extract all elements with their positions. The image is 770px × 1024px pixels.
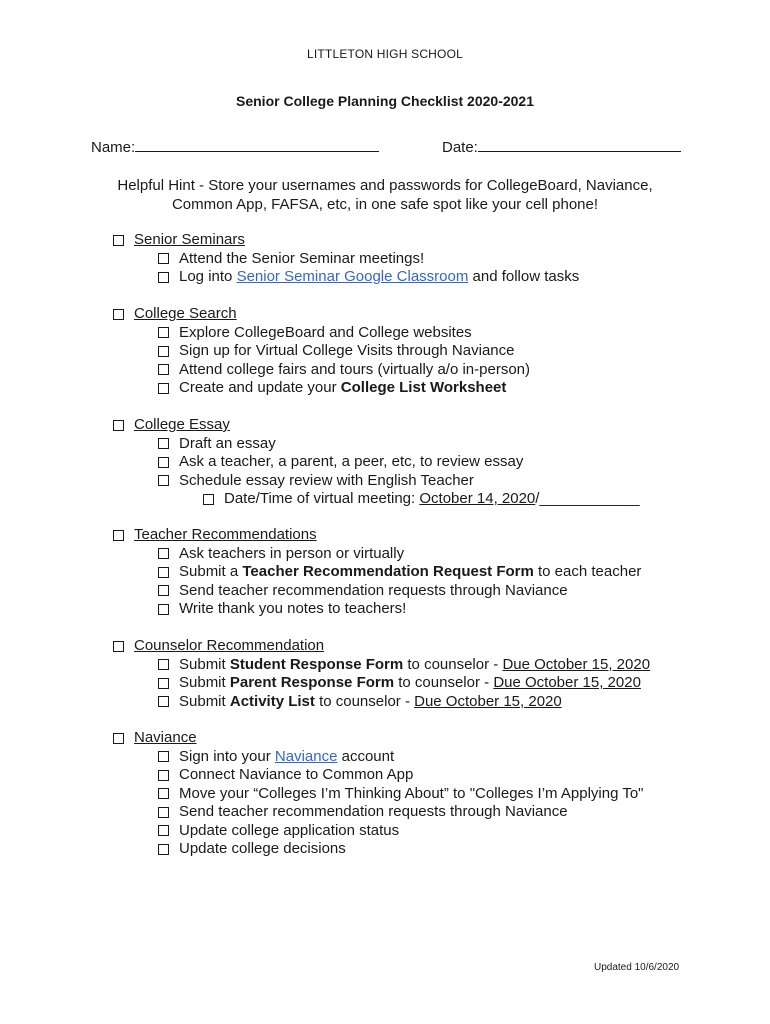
checkbox-icon[interactable] (158, 788, 169, 799)
checkbox-icon[interactable] (113, 733, 124, 744)
date-blank-line[interactable] (478, 137, 681, 152)
due-date: Due October 15, 2020 (493, 674, 641, 691)
checkbox-icon[interactable] (158, 770, 169, 781)
checklist-item: Send teacher recommendation requests through Naviance (179, 803, 568, 820)
checkbox-icon[interactable] (158, 825, 169, 836)
naviance-link[interactable]: Naviance (274, 747, 338, 765)
checkbox-icon[interactable] (113, 641, 124, 652)
checkbox-icon[interactable] (158, 438, 169, 449)
checkbox-icon[interactable] (113, 309, 124, 320)
checklist-item (179, 563, 641, 582)
updated-date: Updated 10/6/2020 (594, 962, 680, 973)
section-title: Senior Seminars (134, 231, 245, 248)
item-text: to counselor - (407, 655, 499, 673)
checkbox-icon[interactable] (158, 678, 169, 689)
item-text: Log into (179, 268, 233, 285)
item-text: to counselor - (319, 692, 410, 710)
checkbox-icon[interactable] (158, 327, 169, 338)
checkbox-icon[interactable] (158, 807, 169, 818)
item-text: to each teacher (538, 563, 642, 580)
checkbox-icon[interactable] (158, 604, 169, 615)
checkbox-icon[interactable] (158, 475, 169, 486)
checklist-item: Attend college fairs and tours (virtually a/o in-person) (179, 360, 531, 378)
section-college-search (113, 305, 530, 398)
item-bold-text: Parent Response Form (229, 674, 395, 691)
page-title: Senior College Planning Checklist 2020-2021 (236, 93, 534, 109)
checklist-item: Explore CollegeBoard and College websites (179, 323, 472, 341)
meeting-time-blank[interactable]: /____________ (535, 490, 640, 507)
checkbox-icon[interactable] (158, 567, 169, 578)
checklist-item: Attend the Senior Seminar meetings! (179, 249, 425, 267)
item-text: Submit (179, 692, 226, 710)
checkbox-icon[interactable] (158, 696, 169, 707)
item-text: Sign into your (179, 747, 271, 765)
checkbox-icon[interactable] (158, 659, 169, 670)
checkbox-icon[interactable] (158, 585, 169, 596)
item-text: Submit (179, 674, 226, 691)
checklist-item: Schedule essay review with English Teacher (179, 471, 474, 489)
item-bold-text: Student Response Form (229, 655, 404, 673)
due-date: Due October 15, 2020 (502, 655, 651, 673)
checkbox-icon[interactable] (203, 494, 214, 505)
checkbox-icon[interactable] (158, 548, 169, 559)
item-text: Create and update your (179, 379, 337, 396)
item-text: Submit a (179, 563, 239, 580)
item-bold-text: Teacher Recommendation Request Form (242, 563, 534, 580)
checkbox-icon[interactable] (113, 235, 124, 246)
checkbox-icon[interactable] (113, 420, 124, 431)
section-title: Counselor Recommendation (134, 637, 325, 654)
helpful-hint (0, 176, 770, 214)
section-title: College Search (134, 305, 237, 322)
section-title: College Essay (134, 416, 230, 433)
section-college-essay (113, 416, 640, 509)
item-text: Date/Time of virtual meeting: (224, 490, 416, 507)
checklist-item: Update college application status (179, 821, 400, 839)
section-naviance (113, 729, 644, 859)
section-senior-seminars (113, 231, 579, 287)
item-bold-text: Activity List (229, 692, 315, 710)
section-counselor-recommendation (113, 637, 650, 711)
checklist-item: Draft an essay (179, 434, 276, 452)
checklist-item: Ask teachers in person or virtually (179, 544, 405, 562)
name-blank-line[interactable] (135, 137, 379, 152)
section-teacher-recommendations (113, 526, 641, 619)
item-bold-text: College List Worksheet (340, 379, 507, 396)
section-title: Naviance (134, 729, 197, 746)
date-label: Date: (442, 139, 478, 156)
google-classroom-link[interactable]: Senior Seminar Google Classroom (236, 268, 469, 285)
checklist-item (179, 748, 394, 767)
checklist-item (179, 268, 579, 287)
checklist-item: Update college decisions (179, 840, 346, 857)
checkbox-icon[interactable] (158, 272, 169, 283)
name-label: Name: (91, 139, 136, 156)
checklist-item: Ask a teacher, a parent, a peer, etc, to review essay (179, 453, 524, 470)
checklist-item (179, 674, 641, 693)
checklist-item: Connect Naviance to Common App (179, 766, 414, 783)
checklist-item: Sign up for Virtual College Visits through Naviance (179, 342, 515, 359)
section-title: Teacher Recommendations (134, 526, 317, 543)
date-field[interactable] (442, 137, 681, 156)
name-field[interactable] (91, 137, 379, 156)
checkbox-icon[interactable] (113, 530, 124, 541)
checkbox-icon[interactable] (158, 751, 169, 762)
checkbox-icon[interactable] (158, 844, 169, 855)
item-text: and follow tasks (472, 268, 580, 285)
checkbox-icon[interactable] (158, 253, 169, 264)
checklist-item: Write thank you notes to teachers! (179, 600, 407, 617)
checkbox-icon[interactable] (158, 383, 169, 394)
checklist-item: Move your “Colleges I’m Thinking About” to "Colleges I’m Applying To" (179, 784, 644, 802)
checkbox-icon[interactable] (158, 457, 169, 468)
checklist-item (224, 490, 640, 509)
checklist-item (179, 693, 562, 712)
item-text: account (341, 747, 395, 765)
checkbox-icon[interactable] (158, 346, 169, 357)
item-text: Submit (179, 655, 226, 673)
checklist-item: Send teacher recommendation requests through Naviance (179, 581, 568, 599)
meeting-date: October 14, 2020 (419, 490, 536, 507)
checklist-item (179, 656, 650, 675)
due-date: Due October 15, 2020 (414, 692, 562, 710)
school-name: LITTLETON HIGH SCHOOL (306, 47, 463, 61)
checklist-item (179, 379, 506, 398)
checkbox-icon[interactable] (158, 364, 169, 375)
hint-line-1: Helpful Hint - Store your usernames and passwords for CollegeBoard, Naviance, (117, 177, 653, 194)
item-text: to counselor - (398, 674, 490, 691)
hint-line-2: Common App, FAFSA, etc, in one safe spot like your cell phone! (171, 196, 599, 213)
